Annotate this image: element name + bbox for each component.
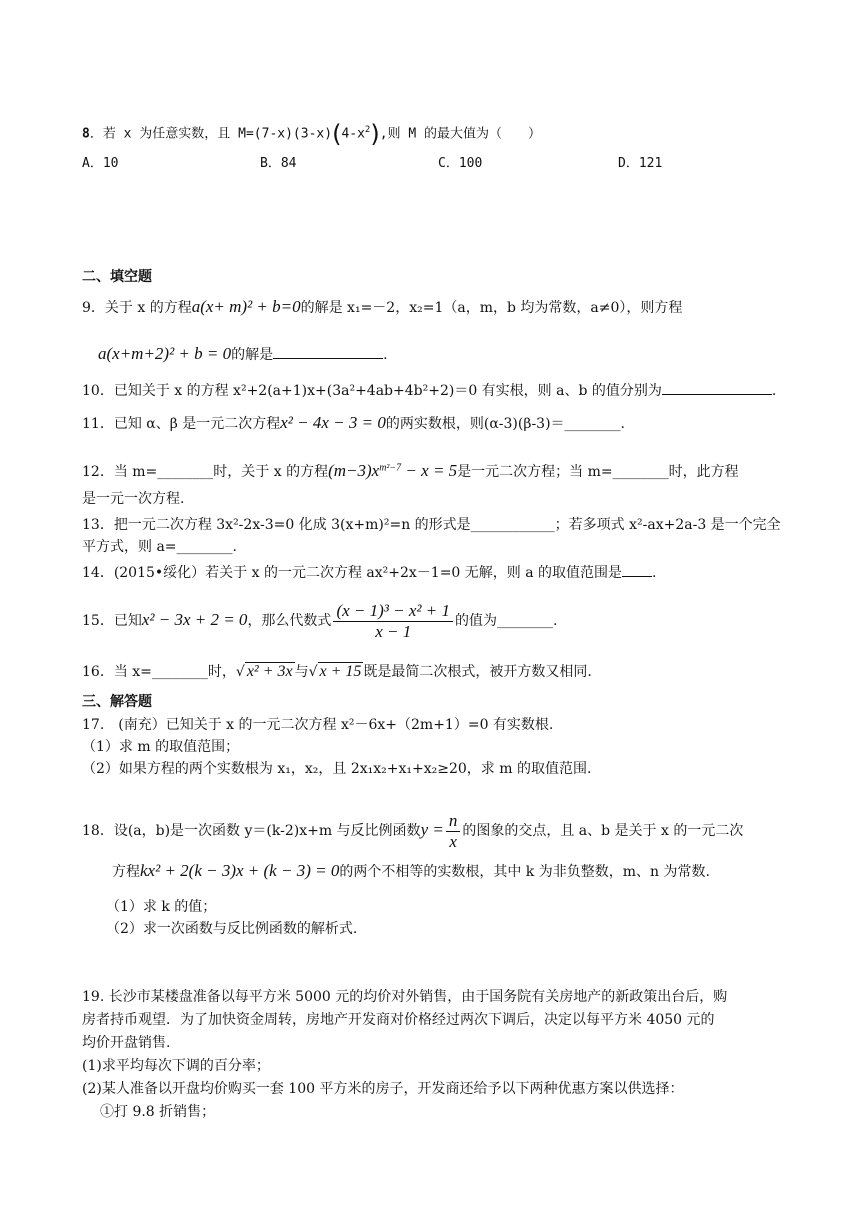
question-8 [82, 120, 542, 148]
answer-blank[interactable] [273, 344, 383, 359]
option-d: D．121 [618, 156, 663, 171]
question-16 [82, 662, 592, 681]
q9-equation-2: a(x+m+2)² + b = 0 [98, 344, 232, 363]
q14-text: 14．(2015•绥化）若关于 x 的一元二次方程 ax²+2x－1=0 无解，则 a 的取值范围是 [82, 565, 623, 581]
question-12 [82, 462, 739, 481]
question-17: 17. (南充）已知关于 x 的一元二次方程 x²－6x+（2m+1）=0 有实数根. [82, 717, 554, 733]
question-19: 19. 长沙市某楼盘准备以每平方米 5000 元的均价对外销售，由于国务院有关房地产的新政策出台后，购 [82, 989, 728, 1005]
q18-text-post: 的图象的交点，且 a、b 是关于 x 的一元二次 [462, 823, 744, 839]
q15-text-pre: 15．已知 [82, 613, 142, 629]
q16-text-post: 既是最简二次根式，被开方数又相同. [363, 664, 592, 680]
q12-exponent: m²−7 [379, 462, 402, 474]
question-19-line3: 均价开盘销售. [82, 1035, 171, 1051]
question-10: 10．已知关于 x 的方程 x²+2(a+1)x+(3a²+4ab+4b²+2)＝0 有实根，则 a、b 的值分别为 . [82, 380, 776, 400]
sqrt-icon: √ [308, 664, 318, 680]
q18-function-lhs: y = [420, 820, 444, 839]
q18-text-pre: 18．设(a，b)是一次函数 y＝(k-2)x+m 与反比例函数 [82, 823, 421, 839]
question-18-part2: （2）求一次函数与反比例函数的解析式. [106, 921, 358, 937]
question-13-line2: 平方式，则 a=________. [82, 539, 237, 555]
question-19-part2: (2)某人准备以开盘均价购买一套 100 平方米的房子，开发商还给予以下两种优惠方案以供选择： [82, 1081, 684, 1097]
option-b: B．84 [260, 156, 297, 171]
fraction-numerator: n [446, 811, 461, 832]
question-13: 13．把一元二次方程 3x²-2x-3=0 化成 3(x+m)²=n 的形式是____________；若多项式 x²-ax+2a-3 是一个完全 [82, 517, 781, 533]
fraction-denominator: x [449, 831, 457, 851]
q12-text-post: 是一元二次方程；当 m=________时，此方程 [457, 464, 739, 480]
q12-equation-tail: − x = 5 [401, 461, 458, 480]
paren-close: ) [370, 120, 380, 148]
exponent: 2 [364, 125, 371, 136]
question-17-part1: （1）求 m 的取值范围； [82, 739, 240, 755]
question-11 [82, 414, 625, 433]
answer-blank[interactable] [662, 380, 772, 395]
question-18 [82, 808, 743, 853]
question-17-part2: （2）如果方程的两个实数根为 x₁，x₂，且 2x₁x₂+x₁+x₂≥20，求 m 的取值范围. [82, 761, 592, 777]
radicand-1: x² + 3x [246, 663, 293, 680]
section-heading-fill-in: 二、填空题 [82, 269, 152, 285]
paren-open: ( [332, 120, 342, 148]
question-19-part1: (1)求平均每次下调的百分率； [82, 1058, 270, 1074]
q11-text-pre: 11．已知 α、β 是一元二次方程 [82, 416, 281, 432]
q16-text-pre: 16．当 x=________时， [82, 664, 236, 680]
q15-equation: x² − 3x + 2 = 0 [141, 610, 248, 629]
section-heading-solve: 三、解答题 [82, 694, 152, 710]
question-12-line2: 是一元一次方程. [82, 491, 185, 507]
q9-text-post: 的解是 [231, 347, 274, 363]
q11-text-post: 的两实数根，则(α-3)(β-3)＝________. [385, 416, 625, 432]
q18-line2-pre: 方程 [112, 864, 140, 880]
q12-equation: (m−3)x [328, 461, 380, 480]
question-text: ．若 x 为任意实数，且 M=(7-x)(3-x) [89, 126, 333, 142]
q18-line2-post: 的两个不相等的实数根，其中 k 为非负整数，m、n 为常数. [339, 864, 710, 880]
q15-fraction [333, 601, 453, 642]
q9-text-pre: 9．关于 x 的方程 [82, 300, 192, 316]
question-9-line2: a(x+m+2)² + b = 0的解是 . [98, 344, 388, 363]
q16-and: 与 [294, 664, 309, 680]
q18-equation: kx² + 2(k − 3)x + (k − 3) = 0 [140, 861, 340, 880]
question-19-line2: 房者持币观望．为了加快资金周转，房地产开发商对价格经过两次下调后，决定以每平方米 4050 元的 [82, 1012, 715, 1028]
option-a: A．10 [82, 156, 119, 171]
question-19-option1: ①打 9.8 折销售； [100, 1104, 216, 1120]
question-number: 8 [82, 126, 90, 142]
question-9 [82, 298, 682, 317]
q10-text: 10．已知关于 x 的方程 x²+2(a+1)x+(3a²+4ab+4b²+2)＝0 有实根，则 a、b 的值分别为 [82, 383, 662, 399]
paren-expression: 4-x [341, 126, 365, 142]
question-15 [82, 598, 557, 643]
fraction-numerator: (x − 1)³ − x² + 1 [333, 601, 453, 622]
question-18-part1: （1）求 k 的值； [106, 899, 217, 915]
q18-fraction [446, 811, 461, 852]
fraction-denominator: x − 1 [375, 621, 412, 641]
q11-equation: x² − 4x − 3 = 0 [280, 413, 386, 432]
question-text-end: ,则 M 的最大值为（ ） [379, 126, 542, 142]
answer-blank[interactable] [622, 562, 652, 577]
sqrt-icon: √ [235, 664, 245, 680]
q12-text-pre: 12．当 m=________时，关于 x 的方程 [82, 464, 329, 480]
q9-equation: a(x+ m)² + b=0 [191, 297, 301, 316]
question-14: 14．(2015•绥化）若关于 x 的一元二次方程 ax²+2x－1=0 无解，则 a 的取值范围是 . [82, 562, 657, 582]
q9-text-mid: 的解是 x₁=－2，x₂=1（a，m，b 均为常数，a≠0），则方程 [300, 300, 683, 316]
question-18-line2 [112, 862, 710, 881]
q15-text-post: 的值为________. [454, 613, 558, 629]
radicand-2: x + 15 [319, 663, 362, 680]
option-c: C．100 [438, 156, 483, 171]
q15-text-mid: ，那么代数式 [247, 613, 332, 629]
